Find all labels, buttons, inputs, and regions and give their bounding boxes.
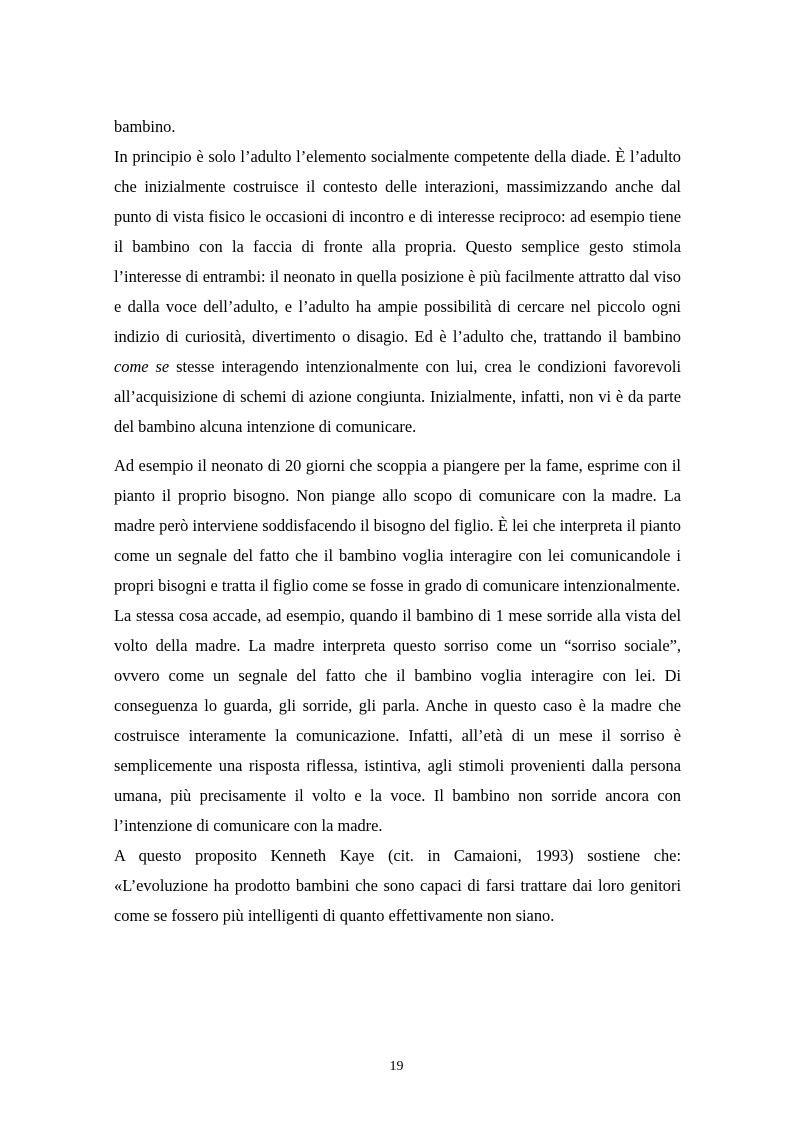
paragraph-1-text: bambino. — [114, 117, 176, 136]
paragraph-2-text-continued: stesse interagendo intenzionalmente con lui, crea le condizioni favorevoli all’acquisizione di schemi di azione congiunta. Inizialmente, infatti, non vi è da parte del bambino alcuna intenzione di comunicare. — [114, 357, 682, 436]
paragraph-5 — [114, 841, 681, 931]
paragraph-4 — [114, 601, 681, 841]
paragraph-3 — [114, 451, 681, 601]
paragraph-3-text: Ad esempio il neonato di 20 giorni che scoppia a piangere per la fame, esprime con il pianto il proprio bisogno. Non piange allo scopo di comunicare con la madre. La madre però interviene soddisfacendo il bisogno del figlio. È lei che interpreta il pianto come un segnale del fatto che il bambino voglia interagire con lei comunicandole i propri bisogni e tratta il figlio come se fosse in grado di comunicare intenzionalmente. — [114, 456, 681, 595]
paragraph-1 — [114, 112, 681, 142]
paragraph-5-text: A questo proposito Kenneth Kaye (cit. in Camaioni, 1993) sostiene che: «L’evoluzione ha prodotto bambini che sono capaci di farsi trattare dai loro genitori come se fossero più intelligenti di quanto effettivamente non siano. — [114, 846, 681, 925]
document-body — [114, 112, 681, 931]
paragraph-2-text: In principio è solo l’adulto l’elemento socialmente competente della diade. È l’adulto che inizialmente costruisce il contesto delle interazioni, massimizzando anche dal punto di vista fisico le occasioni di incontro e di interesse reciproco: ad esempio tiene il bambino con la faccia di fronte alla propria. Questo semplice gesto stimola l’interesse di entrambi: il neonato in quella posizione è più facilmente attratto dal viso e dalla voce dell’adulto, e l’adulto ha ampie possibilità di cercare nel piccolo ogni indizio di curiosità, divertimento o disagio. Ed è l’adulto che, trattando il bambino — [114, 147, 681, 346]
page-number: 19 — [389, 1059, 404, 1074]
paragraph-2 — [114, 142, 681, 442]
paragraph-2-italic-phrase: come se — [114, 357, 170, 376]
paragraph-4-text: La stessa cosa accade, ad esempio, quando il bambino di 1 mese sorride alla vista del volto della madre. La madre interpreta questo sorriso come un “sorriso sociale”, ovvero come un segnale del fatto che il bambino voglia interagire con lei. Di conseguenza lo guarda, gli sorride, gli parla. Anche in questo caso è la madre che costruisce interamente la comunicazione. Infatti, all’età di un mese il sorriso è semplicemente una risposta riflessa, istintiva, agli stimoli provenienti dalla persona umana, più precisamente il volto e la voce. Il bambino non sorride ancora con l’intenzione di comunicare con la madre. — [114, 606, 681, 835]
